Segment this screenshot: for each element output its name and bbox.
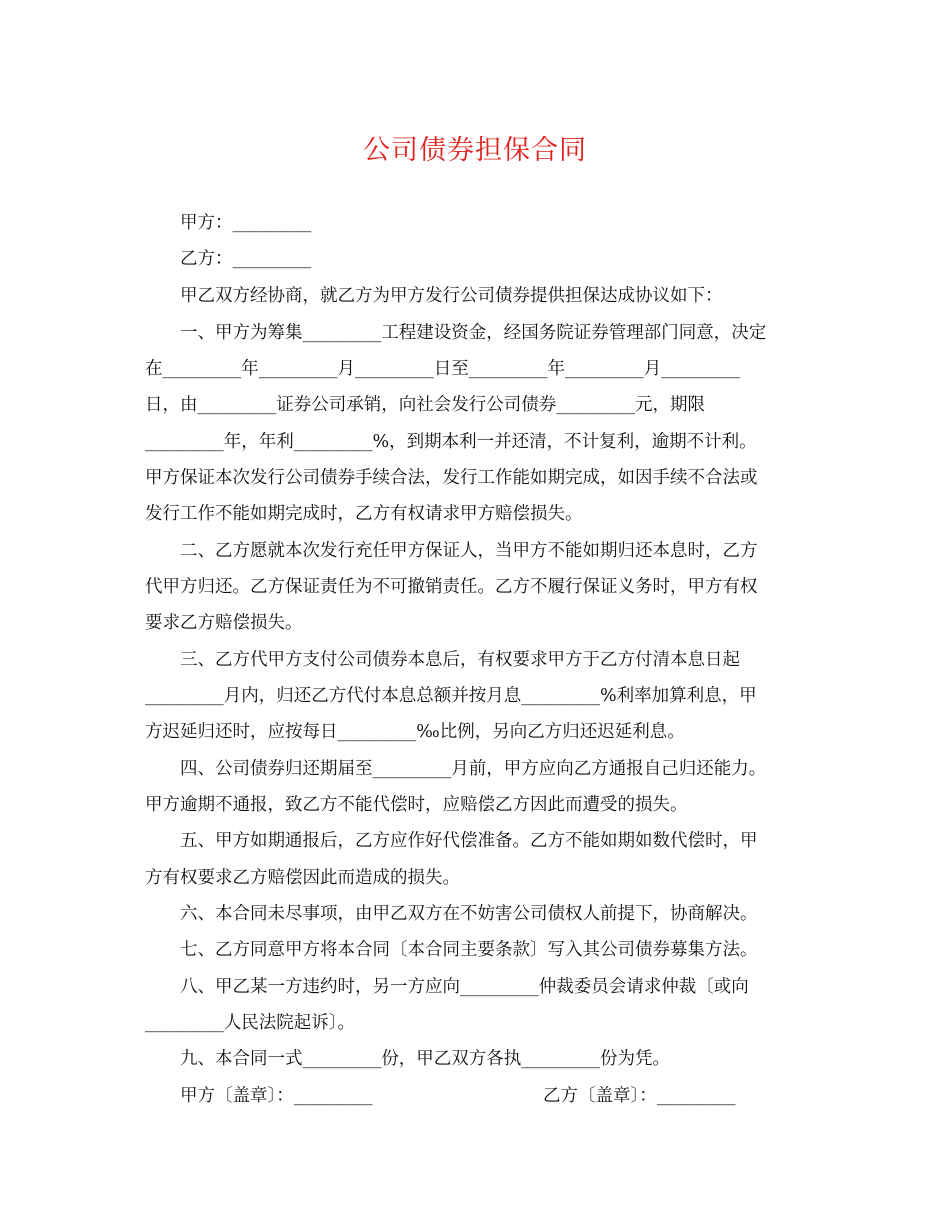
clause-1-line-5: 甲方保证本次发行公司债券手续合法，发行工作能如期完成，如因手续不合法或 <box>145 468 758 488</box>
clause-8-line-2: _________人民法院起诉〕。 <box>145 1013 355 1033</box>
clause-2-line-2: 代甲方归还。乙方保证责任为不可撤销责任。乙方不履行保证义务时，甲方有权 <box>145 577 758 597</box>
party-b-line: 乙方：_________ <box>180 249 312 269</box>
clause-8-line-1: 八、甲乙某一方违约时，另一方应向_________仲裁委员会请求仲裁〔或向 <box>180 977 749 997</box>
clause-1-line-3: 日，由_________证券公司承销，向社会发行公司债券_________元，期限 <box>145 395 705 415</box>
clause-3-line-3: 方迟延归还时，应按每日_________‰比例，另向乙方归还迟延利息。 <box>145 722 685 742</box>
clause-9-line: 九、本合同一式_________份，甲乙双方各执_________份为凭。 <box>180 1049 670 1069</box>
clause-6-line: 六、本合同未尽事项，由甲乙双方在不妨害公司债权人前提下，协商解决。 <box>180 904 758 924</box>
clause-4-line-2: 甲方逾期不通报，致乙方不能代偿时，应赔偿乙方因此而遭受的损失。 <box>145 795 688 815</box>
clause-1-line-6: 发行工作不能如期完成时，乙方有权请求甲方赔偿损失。 <box>145 504 583 524</box>
clause-4-line-1: 四、公司债券归还期届至_________月前，甲方应向乙方通报自己归还能力。 <box>180 759 767 779</box>
clause-7-line: 七、乙方同意甲方将本合同〔本合同主要条款〕写入其公司债券募集方法。 <box>180 940 758 960</box>
clause-1-line-2: 在_________年_________月_________日至_________年_________月_________ <box>145 359 740 379</box>
party-b-signature: 乙方〔盖章〕：_________ <box>543 1086 736 1106</box>
document-title: 公司债券担保合同 <box>363 135 587 166</box>
clause-3-line-2: _________月内，归还乙方代付本息总额并按月息_________%利率加算利息，甲 <box>145 686 757 706</box>
party-a-signature: 甲方〔盖章〕：_________ <box>180 1086 373 1106</box>
party-a-line: 甲方：_________ <box>180 213 312 233</box>
clause-5-line-2: 方有权要求乙方赔偿因此而造成的损失。 <box>145 868 460 888</box>
clause-1-line-1: 一、甲方为筹集_________工程建设资金，经国务院证券管理部门同意，决定 <box>180 323 767 343</box>
intro-line: 甲乙双方经协商，就乙方为甲方发行公司债券提供担保达成协议如下： <box>180 286 723 306</box>
clause-5-line-1: 五、甲方如期通报后，乙方应作好代偿准备。乙方不能如期如数代偿时，甲 <box>180 831 758 851</box>
clause-1-line-4: _________年，年利_________%，到期本利一并还清，不计复利，逾期不计利。 <box>145 432 757 452</box>
clause-2-line-1: 二、乙方愿就本次发行充任甲方保证人，当甲方不能如期归还本息时，乙方 <box>180 541 758 561</box>
clause-2-line-3: 要求乙方赔偿损失。 <box>145 613 303 633</box>
clause-3-line-1: 三、乙方代甲方支付公司债券本息后，有权要求甲方于乙方付清本息日起 <box>180 650 740 670</box>
